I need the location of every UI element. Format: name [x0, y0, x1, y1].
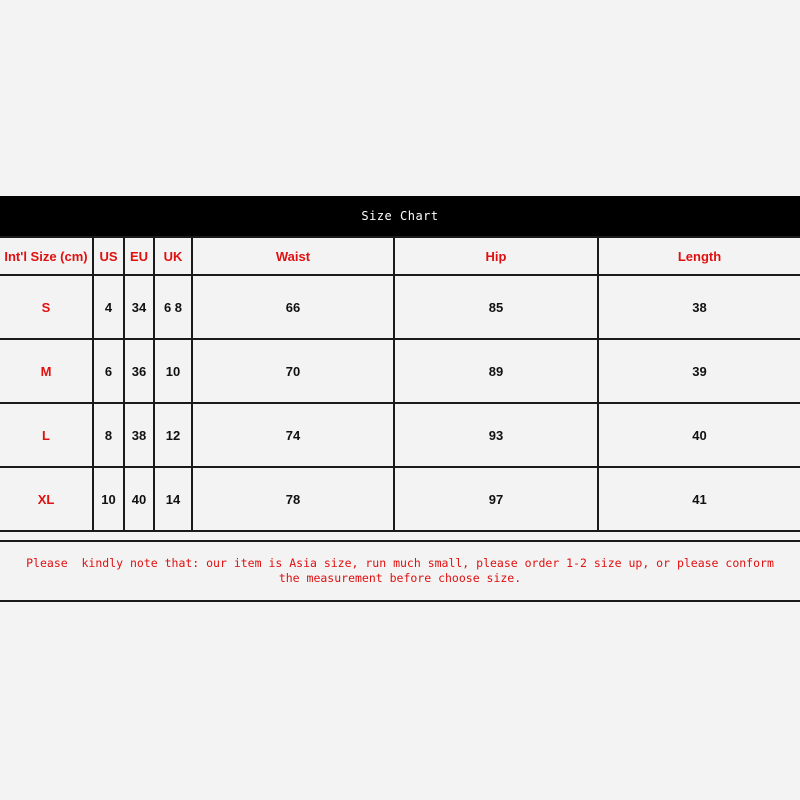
eu-cell: 34 — [124, 275, 154, 339]
header-hip: Hip — [394, 237, 598, 275]
us-cell: 6 — [93, 339, 124, 403]
waist-cell: 66 — [192, 275, 394, 339]
size-chart-table — [0, 236, 800, 532]
header-eu: EU — [124, 237, 154, 275]
size-cell: S — [0, 275, 93, 339]
table-header-row — [0, 237, 800, 275]
us-cell: 8 — [93, 403, 124, 467]
waist-cell: 78 — [192, 467, 394, 531]
uk-cell: 10 — [154, 339, 192, 403]
eu-cell: 36 — [124, 339, 154, 403]
size-cell: M — [0, 339, 93, 403]
us-cell: 4 — [93, 275, 124, 339]
size-cell: L — [0, 403, 93, 467]
header-uk: UK — [154, 237, 192, 275]
table-row — [0, 275, 800, 339]
hip-cell: 89 — [394, 339, 598, 403]
uk-cell: 6 8 — [154, 275, 192, 339]
waist-cell: 74 — [192, 403, 394, 467]
uk-cell: 12 — [154, 403, 192, 467]
hip-cell: 85 — [394, 275, 598, 339]
header-intl-size: Int'l Size (cm) — [0, 237, 93, 275]
header-waist: Waist — [192, 237, 394, 275]
eu-cell: 40 — [124, 467, 154, 531]
size-chart-title: Size Chart — [0, 196, 800, 236]
table-row — [0, 467, 800, 531]
eu-cell: 38 — [124, 403, 154, 467]
us-cell: 10 — [93, 467, 124, 531]
header-length: Length — [598, 237, 800, 275]
size-cell: XL — [0, 467, 93, 531]
length-cell: 39 — [598, 339, 800, 403]
length-cell: 38 — [598, 275, 800, 339]
uk-cell: 14 — [154, 467, 192, 531]
length-cell: 41 — [598, 467, 800, 531]
table-row — [0, 339, 800, 403]
hip-cell: 93 — [394, 403, 598, 467]
hip-cell: 97 — [394, 467, 598, 531]
header-us: US — [93, 237, 124, 275]
length-cell: 40 — [598, 403, 800, 467]
table-row — [0, 403, 800, 467]
size-note: Please kindly note that: our item is Asia size, run much small, please order 1-2 size up, or please conform the measurement before choose size. — [0, 540, 800, 602]
waist-cell: 70 — [192, 339, 394, 403]
